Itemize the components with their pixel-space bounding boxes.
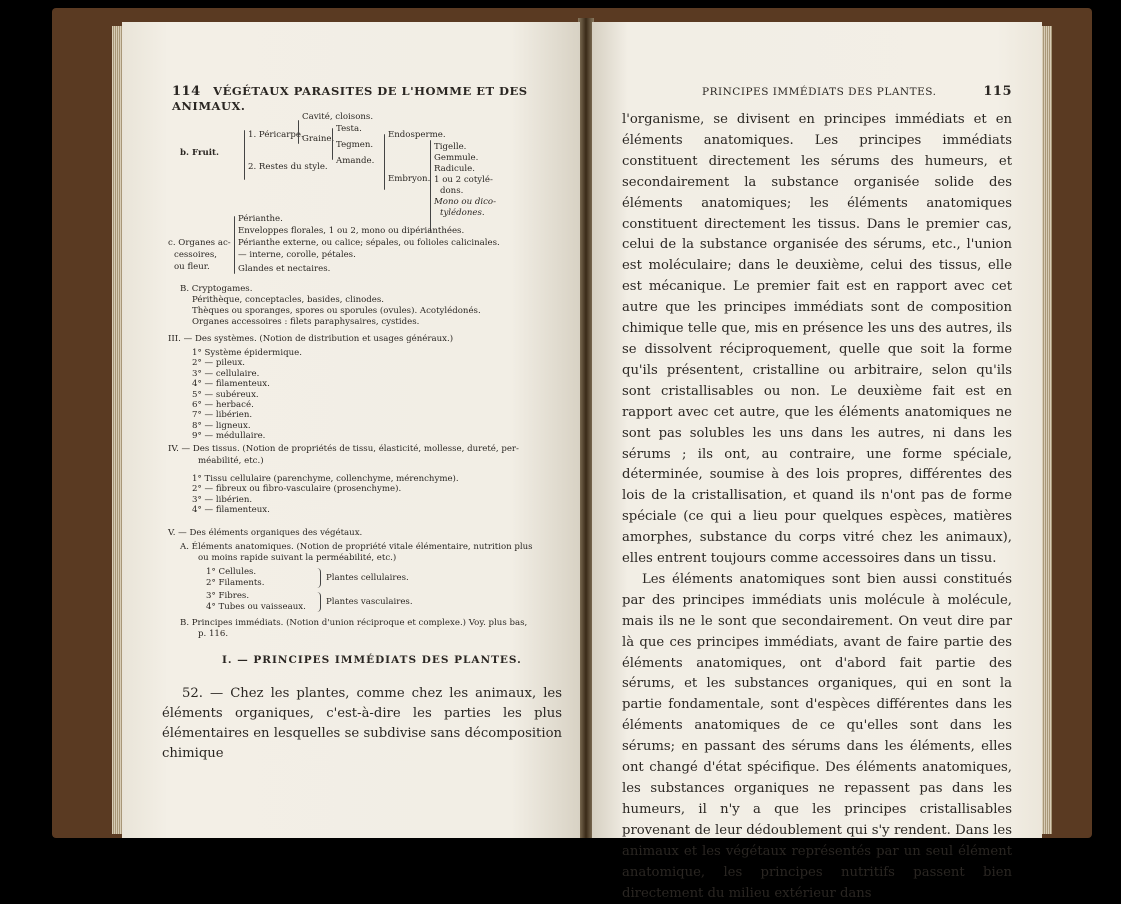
organes-line-4: — interne, corolle, pétales.	[238, 250, 356, 260]
list-item: 5° — subéreux.	[192, 389, 259, 400]
list-item: 7° — libérien.	[192, 410, 253, 421]
restes-style-label: 2. Restes du style.	[248, 162, 328, 172]
paragraph: l'organisme, se divisent en principes immédiats et en éléments anatomiques. Les principes immédiats constituent directement les sérums des humeurs, et secondairement la substance organisée solide des éléments anatomiques; les éléments anatomiques constituent directement les tissus. Dans le premier cas, celui de la substance organisée des sérums, etc., l'union est moléculaire; dans le deuxième, celui des tissus, elle est mécanique. Le premier fait est en rapport avec cet autre que les principes immédiats sont de composition chimique telle que, mis en présence les uns des autres, ils se dissolvent réciproquement, quelle que soit la forme qu'ils présentent, cristalline ou arbitraire, selon qu'ils sont cristallisables ou non. Le deuxième fait est en rapport avec cet autre, que les éléments anatomiques ne sont pas solubles les uns dans les autres, ni dans les sérums ; ils ont, au contraire, une forme spéciale, déterminée, soumise à des lois propres, différentes des lois de la cristallisation, et quand ils n'ont pas de forme spéciale (ce qui a lieu pour quelques espèces, matières amorphes, substance du corps vitré chez les animaux), elles entrent toujours comme accessoires dans un tissu.	[622, 112, 1012, 567]
elements-item-1: 1° Cellules.	[206, 567, 257, 577]
section-title: I. — PRINCIPES IMMÉDIATS DES PLANTES.	[222, 654, 522, 666]
cryptogames-line-2: Périthèque, conceptacles, basides, clinodes.	[192, 295, 385, 305]
list-item: 4° — filamenteux.	[192, 379, 270, 390]
radicule-label: Radicule.	[434, 164, 475, 174]
list-item: 2° — fibreux ou fibro-vasculaire (prosenchyme).	[192, 484, 402, 495]
amande-label: Amande.	[336, 156, 375, 166]
left-page	[122, 22, 580, 838]
organes-label-3: ou fleur.	[174, 262, 210, 272]
fruit-label: b. Fruit.	[180, 148, 219, 158]
plantes-vasculaires: Plantes vasculaires.	[326, 597, 413, 607]
systemes-title: III. — Des systèmes. (Notion de distribution et usages généraux.)	[168, 334, 454, 344]
organes-line-2: Enveloppes florales, 1 ou 2, mono ou dipérianthées.	[238, 226, 465, 236]
cryptogames-line-4: Organes accessoires : filets paraphysaires, cystides.	[192, 317, 420, 327]
organes-label-2: cessoires,	[174, 250, 217, 260]
left-running-title: VÉGÉTAUX PARASITES DE L'HOMME ET DES ANIMAUX.	[172, 84, 528, 113]
tissus-list	[192, 474, 459, 516]
tegmen-label: Tegmen.	[336, 140, 374, 150]
left-body-text	[162, 684, 562, 764]
tissus-title-2: méabilité, etc.)	[198, 456, 264, 466]
brace	[384, 134, 385, 190]
endosperme-label: Endosperme.	[388, 130, 446, 140]
cotyledons-line1: 1 ou 2 cotylé-	[434, 175, 493, 185]
systemes-list	[192, 348, 302, 442]
cavite-label: Cavité, cloisons.	[302, 112, 374, 122]
right-body-text	[622, 110, 1012, 904]
list-item: 2° — pileux.	[192, 358, 246, 369]
right-running-title: PRINCIPES IMMÉDIATS DES PLANTES.	[702, 86, 937, 98]
organes-line-5: Glandes et nectaires.	[238, 264, 331, 274]
brace	[332, 128, 333, 160]
elements-item-2: 2° Filaments.	[206, 578, 265, 588]
list-item: 4° — filamenteux.	[192, 505, 270, 516]
list-item: 3° — cellulaire.	[192, 368, 260, 379]
brace	[298, 120, 299, 144]
tissus-title-1: IV. — Des tissus. (Notion de propriétés de tissu, élasticité, mollesse, dureté, per-	[168, 444, 519, 454]
paragraph-52: 52. — Chez les plantes, comme chez les animaux, les éléments organiques, c'est-à-dire les parties les plus élémentaires en lesquelles se subdivise sans décomposition chimique	[162, 686, 562, 761]
list-item: 3° — libérien.	[192, 494, 253, 505]
cryptogames-line-3: Thèques ou sporanges, spores ou sporules (ovules). Acotylédonés.	[192, 306, 481, 316]
embryon-label: Embryon.	[388, 174, 431, 184]
list-item: 6° — herbacé.	[192, 400, 254, 411]
paragraph: Les éléments anatomiques sont bien aussi constitués par des principes immédiats unis molécule à molécule, mais ils ne le sont que secondairement. On veut dire par là que ces principes immédiats, avant de faire partie des éléments anatomiques, ont d'abord fait partie des sérums, et les substances organiques, qui en sont la partie fondamentale, sont d'espèces différentes dans les éléments anatomiques de ce qu'elles sont dans les sérums; en passant des sérums dans les éléments, elles ont changé d'état spécifique. Des éléments anatomiques, les substances organiques ne repassent pas dans les humeurs, il n'y a que les principes cristallisables provenant de leur dédoublement qui s'y rendent. Dans les animaux et les végétaux représentés par un seul élément anatomique, les principes nutritifs passent bien directement du milieu extérieur dans	[622, 571, 1012, 901]
left-running-head	[172, 84, 552, 113]
organes-label-1: c. Organes ac-	[168, 238, 231, 248]
brace	[316, 568, 321, 588]
brace	[430, 140, 431, 232]
gemmule-label: Gemmule.	[434, 153, 479, 163]
list-item: 1° Tissu cellulaire (parenchyme, collenchyme, mérenchyme).	[192, 474, 459, 484]
book	[52, 8, 1092, 901]
elements-a-line-1: A. Éléments anatomiques. (Notion de propriété vitale élémentaire, nutrition plus	[180, 542, 533, 552]
cryptogames-line-1: B. Cryptogames.	[180, 284, 253, 294]
pericarpe-label: 1. Péricarpe.	[248, 130, 304, 140]
elements-item-3: 3° Fibres.	[206, 591, 250, 601]
elements-b-line-2: p. 116.	[198, 629, 229, 639]
list-item: 1° Système épidermique.	[192, 348, 302, 358]
testa-label: Testa.	[336, 124, 362, 134]
elements-b-line-1: B. Principes immédiats. (Notion d'union réciproque et complexe.) Voy. plus bas,	[180, 618, 528, 628]
tigelle-label: Tigelle.	[434, 142, 467, 152]
elements-title: V. — Des éléments organiques des végétaux.	[168, 528, 363, 538]
right-page	[592, 22, 1042, 901]
organes-line-1: Périanthe.	[238, 214, 283, 224]
list-item: 8° — ligneux.	[192, 420, 251, 431]
elements-item-4: 4° Tubes ou vaisseaux.	[206, 602, 306, 612]
graine-label: Graine.	[302, 134, 335, 144]
left-page-number: 114	[172, 84, 201, 99]
cotyledons-line2: dons.	[440, 186, 464, 196]
right-running-head	[622, 84, 1012, 98]
mono-line1: Mono ou dico-	[434, 197, 496, 207]
brace	[234, 216, 235, 274]
elements-a-line-2: ou moins rapide suivant la perméabilité, etc.)	[198, 553, 397, 563]
right-page-number: 115	[983, 84, 1012, 99]
plantes-cellulaires: Plantes cellulaires.	[326, 573, 409, 583]
mono-line2: tylédones.	[440, 208, 485, 218]
brace	[316, 592, 321, 612]
list-item: 9° — médullaire.	[192, 431, 266, 442]
organes-line-3: Périanthe externe, ou calice; sépales, ou folioles calicinales.	[238, 238, 500, 248]
brace	[244, 130, 245, 180]
